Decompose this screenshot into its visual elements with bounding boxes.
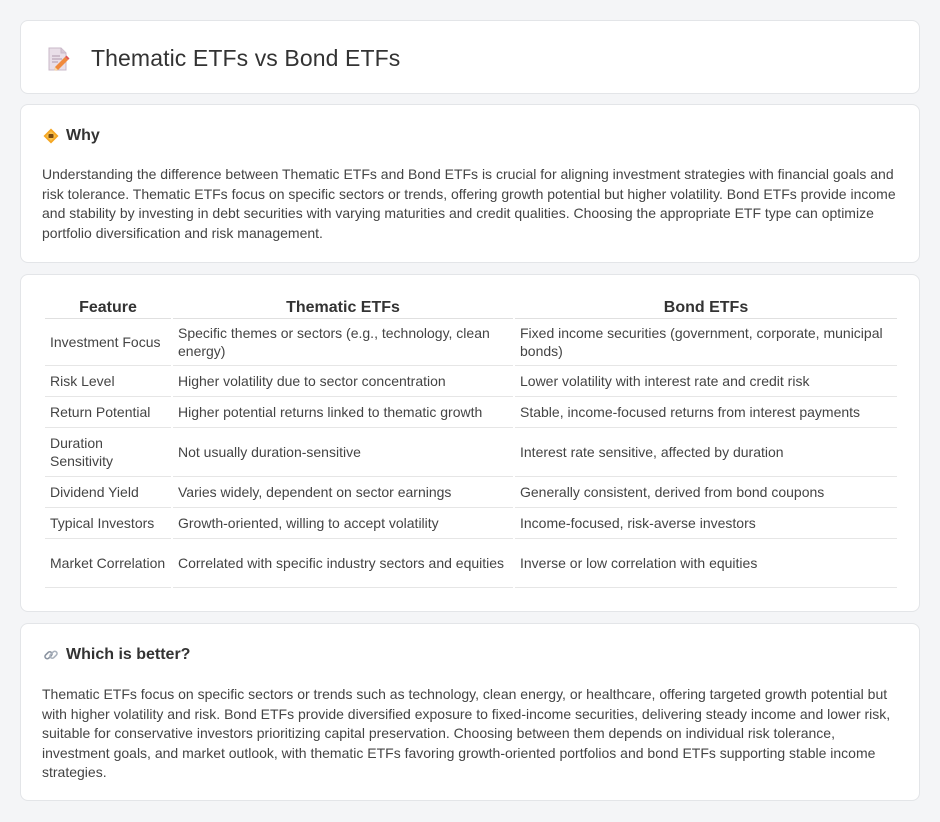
- feature-cell: Market Correlation: [45, 539, 171, 588]
- why-section: [20, 104, 920, 263]
- header-bond: Bond ETFs: [515, 297, 897, 319]
- better-heading-row: [43, 646, 190, 664]
- title-card: [20, 20, 920, 94]
- bond-cell: Lower volatility with interest rate and credit risk: [515, 366, 897, 397]
- table-row: [45, 319, 897, 366]
- link-icon: [43, 647, 59, 663]
- feature-cell: Duration Sensitivity: [45, 428, 171, 477]
- thematic-cell: Higher volatility due to sector concentration: [173, 366, 513, 397]
- thematic-cell: Higher potential returns linked to thematic growth: [173, 397, 513, 428]
- thematic-cell: Varies widely, dependent on sector earnings: [173, 477, 513, 508]
- why-title: Why: [66, 127, 100, 144]
- bond-cell: Stable, income-focused returns from interest payments: [515, 397, 897, 428]
- why-heading-row: [43, 127, 100, 145]
- bond-cell: Inverse or low correlation with equities: [515, 539, 897, 588]
- document-pencil-icon: [45, 46, 71, 72]
- bond-cell: Generally consistent, derived from bond coupons: [515, 477, 897, 508]
- feature-cell: Dividend Yield: [45, 477, 171, 508]
- header-feature: Feature: [45, 297, 171, 319]
- table-row: [45, 366, 897, 397]
- table-row: [45, 508, 897, 539]
- comparison-section: [20, 274, 920, 612]
- table-row: [45, 539, 897, 588]
- thematic-cell: Growth-oriented, willing to accept volatility: [173, 508, 513, 539]
- feature-cell: Typical Investors: [45, 508, 171, 539]
- table-row: [45, 397, 897, 428]
- bond-cell: Fixed income securities (government, corporate, municipal bonds): [515, 319, 897, 366]
- comparison-table: [43, 297, 899, 588]
- bond-cell: Interest rate sensitive, affected by duration: [515, 428, 897, 477]
- better-text: Thematic ETFs focus on specific sectors or trends such as technology, clean energy, or healthcare, offering targeted growth potential but with higher volatility and risk. Bond ETFs provide diversified exposure to fixed-income securities, delivering steady income and lower risk, suitable for conservative investors prioritizing capital preservation. Choosing between them depends on individual risk tolerance, investment goals, and market outlook, with thematic ETFs favoring growth-oriented portfolios and bond ETFs supporting stable income strategies.: [42, 686, 891, 780]
- better-title: Which is better?: [66, 646, 191, 663]
- page-title: Thematic ETFs vs Bond ETFs: [91, 45, 401, 71]
- thematic-cell: Correlated with specific industry sectors and equities: [173, 539, 513, 588]
- which-better-section: [20, 623, 920, 801]
- thematic-cell: Not usually duration-sensitive: [173, 428, 513, 477]
- feature-cell: Investment Focus: [45, 319, 171, 366]
- table-row: [45, 477, 897, 508]
- feature-cell: Return Potential: [45, 397, 171, 428]
- diamond-warning-icon: [43, 128, 59, 144]
- thematic-cell: Specific themes or sectors (e.g., technology, clean energy): [173, 319, 513, 366]
- why-text: Understanding the difference between Thematic ETFs and Bond ETFs is crucial for aligning investment strategies with financial goals and risk tolerance. Thematic ETFs focus on specific sectors or trends, offering growth potential but higher volatility. Bond ETFs provide income and stability by investing in debt securities with varying maturities and credit qualities. Choosing the appropriate ETF type can optimize portfolio diversification and risk management.: [42, 166, 896, 241]
- bond-cell: Income-focused, risk-averse investors: [515, 508, 897, 539]
- header-thematic: Thematic ETFs: [173, 297, 513, 319]
- table-header-row: [45, 297, 897, 319]
- feature-cell: Risk Level: [45, 366, 171, 397]
- table-row: [45, 428, 897, 477]
- title-row: [45, 45, 400, 72]
